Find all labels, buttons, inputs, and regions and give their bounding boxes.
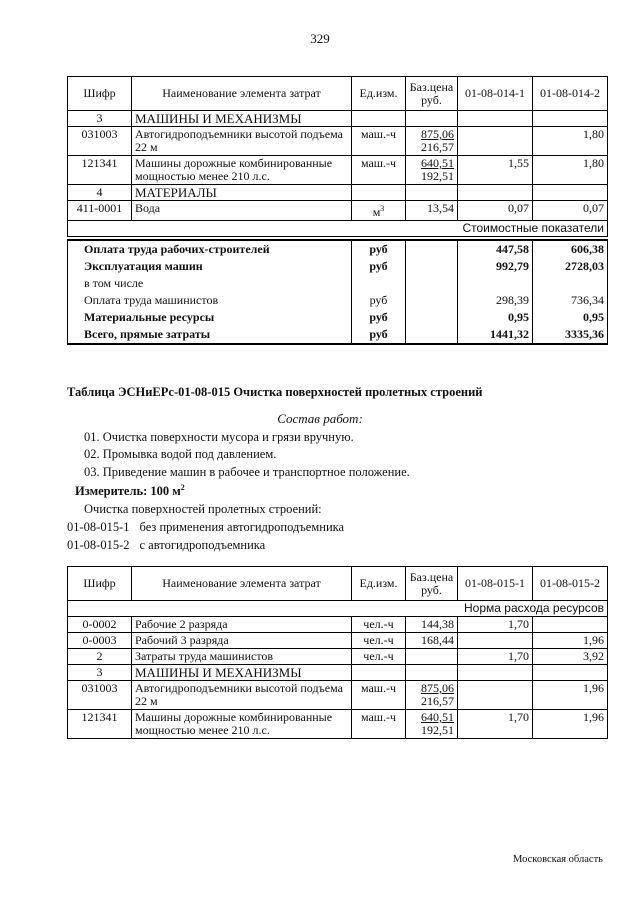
row-value-1: 1,70 [458,617,533,633]
summary-row [68,275,608,292]
summary-unit: руб [352,309,406,326]
summary-table [67,239,608,345]
row-name: Автогидроподъемники высотой подъема 22 м [132,127,352,156]
header-code: Шифр [68,77,132,111]
summary-value-1: 992,79 [458,258,533,275]
section-row-machines [68,111,608,127]
header-price-line2: руб. [421,582,442,597]
summary-unit: руб [352,240,406,258]
header-price [406,567,458,601]
row-price-secondary: 216,57 [421,694,454,708]
row-value-2: 1,96 [533,681,608,710]
row-price-secondary: 192,51 [421,169,454,183]
summary-unit: руб [352,258,406,275]
section-title: МАШИНЫ И МЕХАНИЗМЫ [132,665,352,681]
row-value-1: 1,70 [458,649,533,665]
row-price-primary: 640,51 [421,156,454,170]
row-unit: маш.-ч [352,127,406,156]
header-variant-2: 01-08-015-2 [533,567,608,601]
variant-line [67,538,265,553]
table-row [68,681,608,710]
description-intro: Очистка поверхностей пролетных строений: [84,502,322,516]
row-name: Машины дорожные комбинированные мощностью менее 210 л.с. [132,710,352,739]
section-code: 3 [68,665,132,681]
row-value-2 [533,617,608,633]
row-unit [352,201,406,221]
table-row [68,633,608,649]
summary-label: Всего, прямые затраты [68,326,352,344]
row-code: 0-0002 [68,617,132,633]
table-row [68,127,608,156]
row-value-1 [458,633,533,649]
row-price: 168,44 [406,633,458,649]
summary-value-2: 2728,03 [533,258,608,275]
summary-value-1: 0,95 [458,309,533,326]
row-value-1 [458,681,533,710]
subheader-resource-norm: Норма расхода ресурсов [68,601,608,617]
header-variant-2: 01-08-014-2 [533,77,608,111]
row-unit-sup: 3 [380,204,385,213]
header-price-line1: Баз.цена [409,79,454,94]
summary-row [68,309,608,326]
meter-sup: 2 [180,483,185,492]
composition-title: Состав работ: [277,411,363,426]
row-price-secondary: 192,51 [421,723,454,737]
summary-value-1: 447,58 [458,240,533,258]
row-value-2: 1,80 [533,127,608,156]
summary-unit: руб [352,292,406,309]
table-header-row [68,77,608,111]
subheader-cost-indicators: Стоимостные показатели [68,221,608,237]
page-number: 329 [310,31,330,46]
variant-code: 01-08-015-2 [67,538,130,552]
row-name: Рабочие 2 разряда [132,617,352,633]
row-name: Автогидроподъемники высотой подъема 22 м [132,681,352,710]
header-price-line2: руб. [421,92,442,107]
summary-label: Эксплуатация машин [68,258,352,275]
row-value-1: 1,70 [458,710,533,739]
section-row-machines [68,665,608,681]
row-price [406,681,458,710]
row-price-primary: 875,06 [421,127,454,141]
summary-row [68,258,608,275]
row-price-primary: 875,06 [421,681,454,695]
composition-step: 01. Очистка поверхности мусора и грязи вручную. [84,430,354,444]
summary-value-2: 736,34 [533,292,608,309]
header-code: Шифр [68,567,132,601]
row-name: Рабочий 3 разряда [132,633,352,649]
header-name: Наименование элемента затрат [132,567,352,601]
composition-step: 03. Приведение машин в рабочее и транспортное положение. [84,465,410,479]
subheader-row [68,601,608,617]
row-code: 121341 [68,710,132,739]
row-code: 031003 [68,127,132,156]
summary-row [68,240,608,258]
row-value-1: 1,55 [458,156,533,185]
footer-region: Московская область [513,854,603,865]
summary-value-2: 3335,36 [533,326,608,344]
variant-text: с автогидроподъемника [139,538,266,552]
row-code: 2 [68,649,132,665]
row-value-2: 1,96 [533,710,608,739]
header-name: Наименование элемента затрат [132,77,352,111]
table-header-row [68,567,608,601]
row-unit-base: м [372,205,381,219]
row-code: 411-0001 [68,201,132,221]
variant-text: без применения автогидроподъемника [139,520,345,534]
row-price-secondary: 216,57 [421,140,454,154]
row-value-1: 0,07 [458,201,533,221]
summary-label: Материальные ресурсы [68,309,352,326]
row-value-2: 1,96 [533,633,608,649]
variant-code: 01-08-015-1 [67,520,130,534]
section-title: МАШИНЫ И МЕХАНИЗМЫ [132,111,352,127]
summary-label: Оплата труда рабочих-строителей [68,240,352,258]
table-row [68,201,608,221]
row-value-2: 0,07 [533,201,608,221]
row-unit: маш.-ч [352,681,406,710]
row-code: 121341 [68,156,132,185]
row-price: 13,54 [406,201,458,221]
row-price [406,127,458,156]
row-unit: маш.-ч [352,156,406,185]
table-row [68,617,608,633]
row-unit: маш.-ч [352,710,406,739]
summary-unit: руб [352,326,406,344]
composition-step: 02. Промывка водой под давлением. [84,447,277,461]
row-price-primary: 640,51 [421,710,454,724]
row-value-1 [458,127,533,156]
subheader-row [68,221,608,237]
row-unit: чел.-ч [352,633,406,649]
row-price: 144,38 [406,617,458,633]
table-title: Таблица ЭСНиЕРс-01-08-015 Очистка поверхностей пролетных строений [67,385,483,399]
resource-table-01-08-015 [67,566,608,739]
variant-line [67,520,344,535]
row-name: Машины дорожные комбинированные мощностью менее 210 л.с. [132,156,352,185]
row-unit: чел.-ч [352,649,406,665]
row-code: 031003 [68,681,132,710]
row-unit: чел.-ч [352,617,406,633]
table-row-machinists [68,649,608,665]
row-price [406,156,458,185]
header-price-line1: Баз.цена [409,569,454,584]
table-row [68,156,608,185]
header-unit: Ед.изм. [352,77,406,111]
table-row [68,710,608,739]
row-code: 0-0003 [68,633,132,649]
row-value-2: 3,92 [533,649,608,665]
row-name: Вода [132,201,352,221]
section-code: 4 [68,185,132,201]
section-code: 3 [68,111,132,127]
resource-table-01-08-014 [67,76,608,237]
section-title: МАТЕРИАЛЫ [132,185,352,201]
summary-value-2: 0,95 [533,309,608,326]
header-unit: Ед.изм. [352,567,406,601]
summary-label: Оплата труда машинистов [68,292,352,309]
summary-value-2: 606,38 [533,240,608,258]
header-price [406,77,458,111]
meter-text: Измеритель: 100 м [75,484,181,499]
summary-label: в том числе [68,275,352,292]
summary-value-1: 298,39 [458,292,533,309]
summary-row-total [68,326,608,344]
section-row-materials [68,185,608,201]
header-variant-1: 01-08-015-1 [458,567,533,601]
summary-row [68,292,608,309]
summary-value-1: 1441,32 [458,326,533,344]
row-name: Затраты труда машинистов [132,649,352,665]
header-variant-1: 01-08-014-1 [458,77,533,111]
meter-label [75,483,185,499]
row-value-2: 1,80 [533,156,608,185]
row-price [406,649,458,665]
row-price [406,710,458,739]
